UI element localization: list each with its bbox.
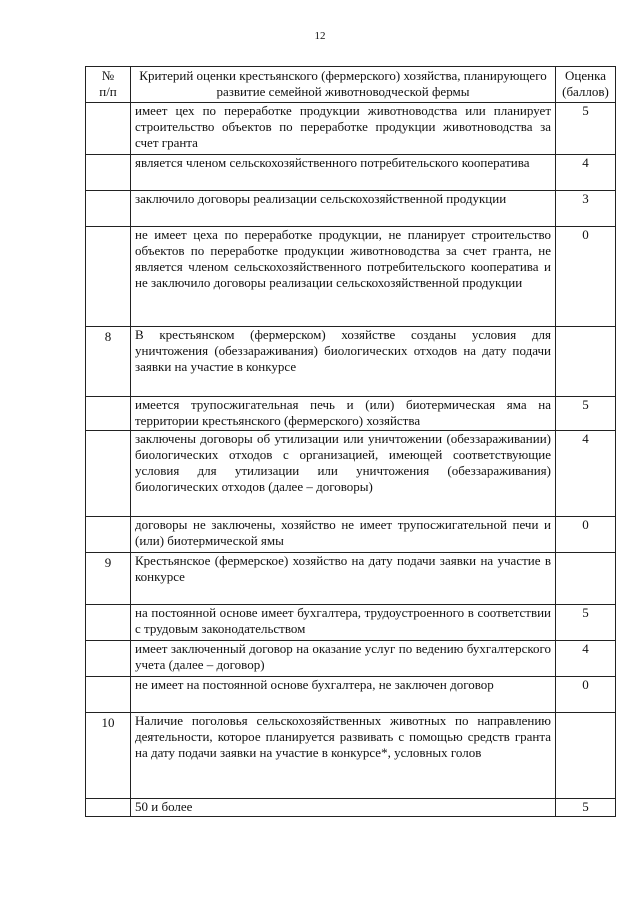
row-number (86, 605, 131, 641)
row-score (556, 553, 616, 605)
row-score: 4 (556, 641, 616, 677)
row-criterion: не имеет на постоянной основе бухгалтера, не заключен договор (131, 677, 556, 713)
row-number (86, 641, 131, 677)
table-row (86, 431, 616, 517)
row-number: 10 (86, 713, 131, 799)
table-row (86, 553, 616, 605)
row-score: 0 (556, 517, 616, 553)
row-score: 0 (556, 227, 616, 327)
table-row (86, 799, 616, 817)
row-criterion: имеется трупосжигательная печь и (или) биотермическая яма на территории крестьянского (фермерского) хозяйства (131, 397, 556, 431)
table-row (86, 677, 616, 713)
table-row (86, 517, 616, 553)
row-criterion: не имеет цеха по переработке продукции, не планирует строительство объектов по переработке продукции животноводства за счет гранта, не является членом сельскохозяйственного потребительского кооператива и не заключило договоры реализации сельскохозяйственной продукции (131, 227, 556, 327)
row-criterion: заключило договоры реализации сельскохозяйственной продукции (131, 191, 556, 227)
row-score: 5 (556, 605, 616, 641)
row-number: 8 (86, 327, 131, 397)
table-row (86, 641, 616, 677)
table-header-row (86, 67, 616, 103)
row-score: 4 (556, 155, 616, 191)
row-criterion: договоры не заключены, хозяйство не имеет трупосжигательной печи и (или) биотермической ямы (131, 517, 556, 553)
row-number (86, 155, 131, 191)
row-criterion: 50 и более (131, 799, 556, 817)
row-number (86, 431, 131, 517)
header-criterion: Критерий оценки крестьянского (фермерского) хозяйства, планирующего развитие семейной животноводческой фермы (131, 67, 556, 103)
table-row (86, 227, 616, 327)
row-number (86, 103, 131, 155)
row-number (86, 517, 131, 553)
page-number: 12 (314, 30, 326, 42)
row-number: 9 (86, 553, 131, 605)
row-score (556, 327, 616, 397)
row-criterion: Наличие поголовья сельскохозяйственных животных по направлению деятельности, которое планируется развивать с помощью средств гранта на дату подачи заявки на участие в конкурсе*, условных голов (131, 713, 556, 799)
table-row (86, 191, 616, 227)
table-row (86, 103, 616, 155)
row-number (86, 227, 131, 327)
row-criterion: заключены договоры об утилизации или уничтожении (обеззараживании) биологических отходов с организацией, имеющей соответствующие условия для утилизации или уничтожения (обеззараживания) биологических отходов (далее – договоры) (131, 431, 556, 517)
row-number (86, 397, 131, 431)
row-score: 5 (556, 103, 616, 155)
row-criterion: является членом сельскохозяйственного потребительского кооператива (131, 155, 556, 191)
row-score: 5 (556, 397, 616, 431)
row-score: 5 (556, 799, 616, 817)
criteria-table (85, 66, 616, 817)
row-criterion: на постоянной основе имеет бухгалтера, трудоустроенного в соответствии с трудовым законодательством (131, 605, 556, 641)
header-score: Оценка (баллов) (556, 67, 616, 103)
row-criterion: Крестьянское (фермерское) хозяйство на дату подачи заявки на участие в конкурсе (131, 553, 556, 605)
row-number (86, 799, 131, 817)
row-criterion: имеет заключенный договор на оказание услуг по ведению бухгалтерского учета (далее – договор) (131, 641, 556, 677)
row-number (86, 677, 131, 713)
row-score: 3 (556, 191, 616, 227)
row-score: 0 (556, 677, 616, 713)
table-row (86, 155, 616, 191)
row-score (556, 713, 616, 799)
header-number: № п/п (86, 67, 131, 103)
row-score: 4 (556, 431, 616, 517)
table-row (86, 713, 616, 799)
table-row (86, 397, 616, 431)
row-number (86, 191, 131, 227)
row-criterion: имеет цех по переработке продукции животноводства или планирует строительство объектов по переработке продукции животноводства за счет гранта (131, 103, 556, 155)
row-criterion: В крестьянском (фермерском) хозяйстве созданы условия для уничтожения (обеззараживания) биологических отходов на дату подачи заявки на участие в конкурсе (131, 327, 556, 397)
table-row (86, 605, 616, 641)
table-row (86, 327, 616, 397)
